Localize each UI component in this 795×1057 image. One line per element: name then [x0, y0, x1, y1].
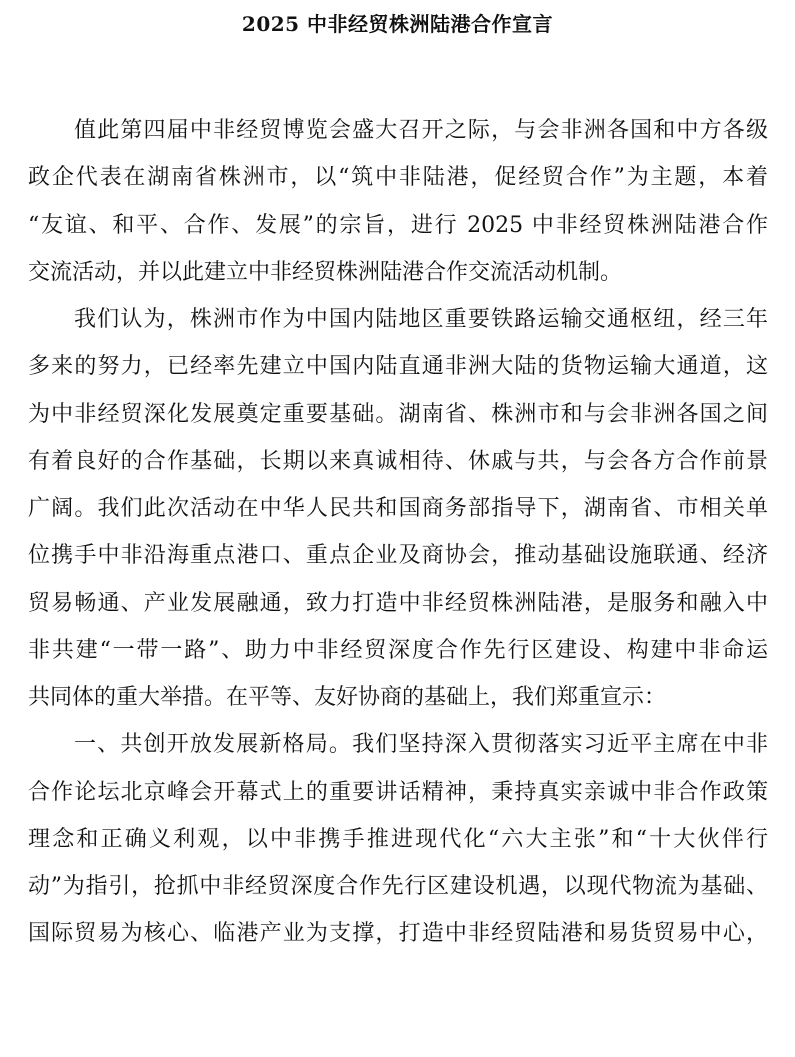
text-line: 为中非经贸深化发展奠定重要基础。湖南省、株洲市和与会非洲各国之间: [28, 401, 768, 427]
text-line: 交流活动，并以此建立中非经贸株洲陆港合作交流活动机制。: [28, 259, 623, 285]
text-line: 贸易畅通、产业发展融通，致力打造中非经贸株洲陆港，是服务和融入中: [28, 590, 768, 616]
text-line: 政企代表在湖南省株洲市，以“筑中非陆港，促经贸合作”为主题，本着: [28, 165, 768, 191]
text-line: 广阔。我们此次活动在中华人民共和国商务部指导下，湖南省、市相关单: [28, 496, 768, 521]
text-line: 非共建“一带一路”、助力中非经贸深度合作先行区建设、构建中非命运: [28, 637, 768, 663]
text-line: 一、共创开放发展新格局。我们坚持深入贯彻落实习近平主席在中非: [74, 732, 768, 758]
text-line: 值此第四届中非经贸博览会盛大召开之际，与会非洲各国和中方各级: [74, 118, 768, 143]
text-line: 动”为指引，抢抓中非经贸深度合作先行区建设机遇，以现代物流为基础、: [28, 874, 768, 899]
text-line: “友谊、和平、合作、发展”的宗旨，进行 2025 中非经贸株洲陆港合作: [28, 212, 768, 238]
document-title: 2025 中非经贸株洲陆港合作宣言: [241, 12, 554, 36]
text-line: 合作论坛北京峰会开幕式上的重要讲话精神，秉持真实亲诚中非合作政策: [28, 779, 768, 805]
text-line: 多来的努力，已经率先建立中国内陆直通非洲大陆的货物运输大通道，这: [28, 354, 768, 380]
text-line: 有着良好的合作基础，长期以来真诚相待、休戚与共，与会各方合作前景: [28, 448, 768, 474]
text-line: 共同体的重大举措。在平等、友好协商的基础上，我们郑重宣示：: [28, 685, 667, 710]
text-line: 理念和正确义利观，以中非携手推进现代化“六大主张”和“十大伙伴行: [28, 826, 768, 852]
document-body: [28, 107, 768, 958]
text-line: 国际贸易为核心、临港产业为支撑，打造中非经贸陆港和易货贸易中心，: [28, 921, 768, 947]
text-line: 我们认为，株洲市作为中国内陆地区重要铁路运输交通枢纽，经三年: [74, 307, 768, 332]
text-line: 位携手中非沿海重点港口、重点企业及商协会，推动基础设施联通、经济: [28, 543, 768, 569]
